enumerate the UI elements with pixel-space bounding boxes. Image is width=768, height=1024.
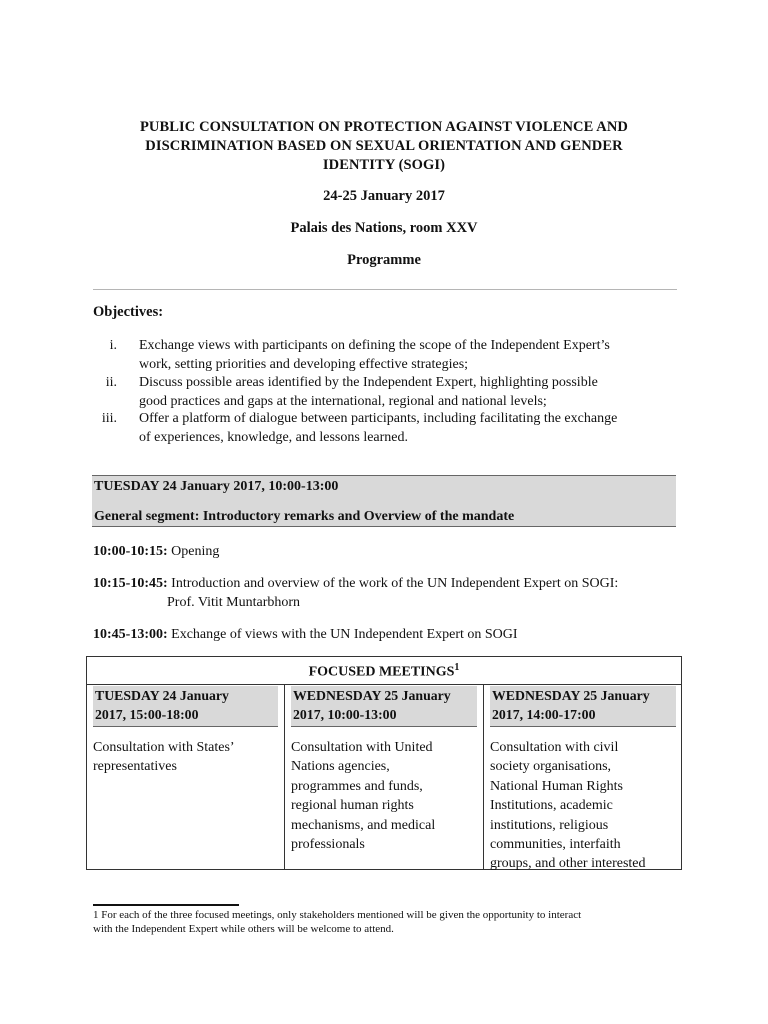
meeting-description-line: Institutions, academic <box>490 798 613 814</box>
objective-number: i. <box>109 338 117 353</box>
tuesday-general-band <box>92 475 676 527</box>
schedule-item <box>93 625 518 644</box>
meeting-description-line: professionals <box>291 837 365 853</box>
objectives-heading: Objectives: <box>93 304 164 320</box>
meeting-header <box>291 686 477 727</box>
objective-text: Offer a platform of dialogue between participants, including facilitating the exchange <box>139 411 618 426</box>
meeting-description-line: programmes and funds, <box>291 778 423 794</box>
meeting-description-line: groups, and other interested <box>490 856 646 872</box>
schedule-text: Introduction and overview of the work of the UN Independent Expert on SOGI: <box>167 576 619 591</box>
meeting-description-line: mechanisms, and medical <box>291 817 436 833</box>
footnote-line: 1 For each of the three focused meetings, only stakeholders mentioned will be given the opportunity to interact <box>93 909 582 921</box>
meeting-description-line: regional human rights <box>291 798 414 814</box>
meeting-header-line: 2017, 14:00-17:00 <box>492 707 596 722</box>
focused-meetings-title: FOCUSED MEETINGS <box>308 664 455 680</box>
focused-meetings-table <box>86 656 682 870</box>
focused-meetings-heading <box>87 657 681 685</box>
meeting-description-line: Nations agencies, <box>291 759 390 775</box>
objective-text: good practices and gaps at the international, regional and national levels; <box>139 394 547 409</box>
meeting-description <box>291 738 477 854</box>
footnote <box>93 908 683 936</box>
meeting-header <box>93 686 278 727</box>
meeting-description-line: Consultation with States’ <box>93 740 235 755</box>
meeting-description <box>490 738 676 874</box>
objective-number: ii. <box>105 375 117 390</box>
meeting-column <box>484 684 682 870</box>
meeting-header-line: TUESDAY 24 January <box>95 688 229 703</box>
meeting-description-line: Consultation with United <box>291 740 433 755</box>
band-segment: General segment: Introductory remarks and Overview of the mandate <box>94 509 515 524</box>
meeting-description-line: National Human Rights <box>490 778 623 794</box>
schedule-text: Exchange of views with the UN Independent Expert on SOGI <box>167 627 518 642</box>
meeting-header-line: 2017, 10:00-13:00 <box>293 707 397 722</box>
section-divider <box>93 289 677 290</box>
meeting-column <box>285 684 484 870</box>
objective-number: iii. <box>101 411 117 426</box>
schedule-item <box>93 574 618 612</box>
footnote-line: with the Independent Expert while others will be welcome to attend. <box>93 923 394 935</box>
schedule-time: 10:00-10:15: <box>93 544 168 559</box>
event-date: 24-25 January 2017 <box>323 188 445 204</box>
footnote-separator <box>93 904 239 906</box>
objective-text: work, setting priorities and developing effective strategies; <box>139 357 469 372</box>
meeting-header <box>490 686 676 727</box>
schedule-time: 10:15-10:45: <box>93 576 168 591</box>
title-line: DISCRIMINATION BASED ON SEXUAL ORIENTATION AND GENDER <box>145 138 623 154</box>
schedule-time: 10:45-13:00: <box>93 627 168 642</box>
schedule-text: Opening <box>167 544 220 559</box>
title-line: IDENTITY (SOGI) <box>322 157 446 173</box>
event-venue: Palais des Nations, room XXV <box>290 220 478 236</box>
document-title <box>100 118 668 175</box>
meeting-header-line: WEDNESDAY 25 January <box>293 688 451 703</box>
band-day: TUESDAY 24 January 2017, 10:00-13:00 <box>94 479 339 494</box>
meeting-description-line: communities, interfaith <box>490 837 621 853</box>
objective-text: Exchange views with participants on defining the scope of the Independent Expert’s <box>139 338 610 353</box>
meeting-description-line: Consultation with civil <box>490 740 619 755</box>
schedule-item <box>93 542 219 561</box>
schedule-continuation: Prof. Vitit Muntarbhorn <box>167 595 301 610</box>
meeting-description <box>93 738 278 777</box>
objective-text: Discuss possible areas identified by the Independent Expert, highlighting possible <box>139 375 598 390</box>
meeting-column <box>87 684 285 870</box>
meeting-description-line: institutions, religious <box>490 817 609 833</box>
meeting-header-line: WEDNESDAY 25 January <box>492 688 650 703</box>
programme-heading: Programme <box>347 252 421 268</box>
title-line: PUBLIC CONSULTATION ON PROTECTION AGAINST VIOLENCE AND <box>139 119 629 135</box>
footnote-marker: 1 <box>454 662 460 673</box>
meeting-description-line: society organisations, <box>490 759 612 775</box>
meeting-description-line: representatives <box>93 759 177 775</box>
objective-text: of experiences, knowledge, and lessons learned. <box>139 430 409 445</box>
meeting-header-line: 2017, 15:00-18:00 <box>95 707 199 722</box>
